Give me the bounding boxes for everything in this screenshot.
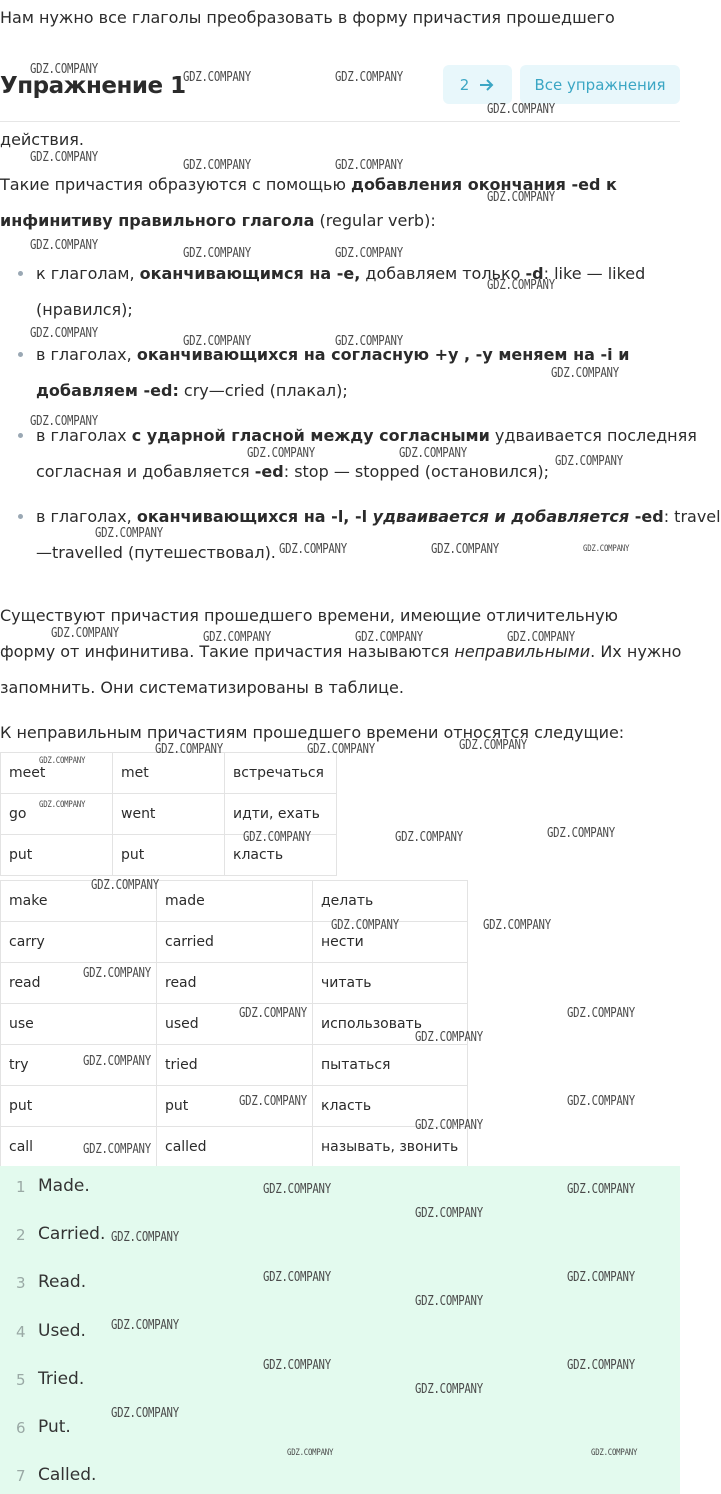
watermark-text: GDZ.COMPANY bbox=[591, 1448, 638, 1458]
bullet-icon bbox=[18, 352, 23, 357]
watermark-text: GDZ.COMPANY bbox=[39, 800, 86, 810]
watermark-text: GDZ.COMPANY bbox=[415, 1206, 483, 1221]
watermark-text: GDZ.COMPANY bbox=[30, 238, 98, 253]
watermark-text: GDZ.COMPANY bbox=[91, 878, 159, 893]
watermark-text: GDZ.COMPANY bbox=[547, 826, 615, 841]
watermark-text: GDZ.COMPANY bbox=[555, 454, 623, 469]
table-cell: класть bbox=[225, 835, 337, 876]
bullet-icon bbox=[18, 271, 23, 276]
table-cell: нести bbox=[313, 922, 468, 963]
watermark-text: GDZ.COMPANY bbox=[307, 742, 375, 757]
watermark-text: GDZ.COMPANY bbox=[335, 334, 403, 349]
watermark-text: GDZ.COMPANY bbox=[243, 830, 311, 845]
header-divider bbox=[0, 121, 680, 122]
watermark-text: GDZ.COMPANY bbox=[183, 70, 251, 85]
watermark-text: GDZ.COMPANY bbox=[155, 742, 223, 757]
table-cell: read bbox=[1, 963, 157, 1004]
paragraph-3: К неправильным причастиям прошедшего времени относятся следущие: bbox=[0, 723, 625, 742]
watermark-text: GDZ.COMPANY bbox=[183, 158, 251, 173]
table-cell: carry bbox=[1, 922, 157, 963]
table-cell: meet bbox=[1, 753, 113, 794]
table-row bbox=[1, 881, 468, 922]
watermark-text: GDZ.COMPANY bbox=[95, 526, 163, 541]
watermark-text: GDZ.COMPANY bbox=[335, 158, 403, 173]
table-cell: делать bbox=[313, 881, 468, 922]
watermark-text: GDZ.COMPANY bbox=[395, 830, 463, 845]
watermark-text: GDZ.COMPANY bbox=[30, 326, 98, 341]
answer-text: Tried. bbox=[38, 1369, 85, 1389]
answer-text: Read. bbox=[38, 1272, 87, 1292]
bullet-2-line-1: в глаголах, оканчивающихся на согласную +у , -у меняем на -i и bbox=[36, 345, 630, 364]
watermark-text: GDZ.COMPANY bbox=[567, 1358, 635, 1373]
table-cell: carried bbox=[157, 922, 313, 963]
watermark-text: GDZ.COMPANY bbox=[30, 62, 98, 77]
table-cell: try bbox=[1, 1045, 157, 1086]
answer-text: Put. bbox=[38, 1417, 71, 1437]
watermark-text: GDZ.COMPANY bbox=[551, 366, 619, 381]
table-cell: класть bbox=[313, 1086, 468, 1127]
watermark-text: GDZ.COMPANY bbox=[355, 630, 423, 645]
watermark-text: GDZ.COMPANY bbox=[415, 1030, 483, 1045]
rule-line-2: инфинитиву правильного глагола (regular verb): bbox=[0, 211, 436, 230]
watermark-text: GDZ.COMPANY bbox=[415, 1118, 483, 1133]
table-cell: читать bbox=[313, 963, 468, 1004]
table-row bbox=[1, 1004, 468, 1045]
intro-text: Нам нужно все глаголы преобразовать в форму причастия прошедшего bbox=[0, 8, 615, 27]
answer-number: 1 bbox=[16, 1178, 26, 1196]
bullet-3-line-2: согласная и добавляется -ed: stop — stopped (остановился); bbox=[36, 462, 550, 481]
watermark-text: GDZ.COMPANY bbox=[30, 414, 98, 429]
watermark-text: GDZ.COMPANY bbox=[331, 918, 399, 933]
watermark-text: GDZ.COMPANY bbox=[279, 542, 347, 557]
answer-number: 7 bbox=[16, 1467, 26, 1485]
answer-number: 3 bbox=[16, 1274, 26, 1292]
watermark-text: GDZ.COMPANY bbox=[239, 1006, 307, 1021]
watermark-text: GDZ.COMPANY bbox=[487, 102, 555, 117]
table-cell: made bbox=[157, 881, 313, 922]
bullet-icon bbox=[18, 433, 23, 438]
table-cell: read bbox=[157, 963, 313, 1004]
watermark-text: GDZ.COMPANY bbox=[30, 150, 98, 165]
watermark-text: GDZ.COMPANY bbox=[567, 1094, 635, 1109]
watermark-text: GDZ.COMPANY bbox=[83, 1142, 151, 1157]
table-cell: put bbox=[1, 1086, 157, 1127]
watermark-text: GDZ.COMPANY bbox=[263, 1358, 331, 1373]
bullet-icon bbox=[18, 514, 23, 519]
table-cell: met bbox=[113, 753, 225, 794]
text-continuation: действия. bbox=[0, 130, 84, 149]
table-cell: put bbox=[157, 1086, 313, 1127]
table-cell: use bbox=[1, 1004, 157, 1045]
watermark-text: GDZ.COMPANY bbox=[487, 190, 555, 205]
table-cell: идти, ехать bbox=[225, 794, 337, 835]
table-cell: make bbox=[1, 881, 157, 922]
watermark-text: GDZ.COMPANY bbox=[203, 630, 271, 645]
watermark-text: GDZ.COMPANY bbox=[263, 1182, 331, 1197]
watermark-text: GDZ.COMPANY bbox=[583, 544, 630, 554]
rule-line-1: Такие причастия образуются с помощью добавления окончания -ed к bbox=[0, 175, 617, 194]
watermark-text: GDZ.COMPANY bbox=[183, 246, 251, 261]
table-row bbox=[1, 1127, 468, 1168]
watermark-text: GDZ.COMPANY bbox=[567, 1182, 635, 1197]
bullet-4-line-1: в глаголах, оканчивающихся на -l, -l удваивается и добавляется -ed: travel bbox=[36, 507, 721, 526]
watermark-text: GDZ.COMPANY bbox=[287, 1448, 334, 1458]
watermark-text: GDZ.COMPANY bbox=[431, 542, 499, 557]
watermark-text: GDZ.COMPANY bbox=[483, 918, 551, 933]
table-cell: tried bbox=[157, 1045, 313, 1086]
watermark-text: GDZ.COMPANY bbox=[111, 1318, 179, 1333]
table-cell: go bbox=[1, 794, 113, 835]
watermark-text: GDZ.COMPANY bbox=[83, 966, 151, 981]
watermark-text: GDZ.COMPANY bbox=[51, 626, 119, 641]
answer-text: Called. bbox=[38, 1465, 97, 1485]
table-cell: put bbox=[1, 835, 113, 876]
table-row bbox=[1, 1045, 468, 1086]
watermark-text: GDZ.COMPANY bbox=[567, 1006, 635, 1021]
bullet-1-line-1: к глаголам, оканчивающимся на -е, добавляем только -d: like — liked bbox=[36, 264, 646, 283]
table-cell: call bbox=[1, 1127, 157, 1168]
paragraph-2-line-1: Существуют причастия прошедшего времени, имеющие отличительную bbox=[0, 606, 619, 625]
all-exercises-button[interactable]: Все упражнения bbox=[520, 65, 680, 104]
arrow-right-icon bbox=[479, 78, 495, 92]
watermark-text: GDZ.COMPANY bbox=[459, 738, 527, 753]
answer-text: Made. bbox=[38, 1176, 90, 1196]
watermark-text: GDZ.COMPANY bbox=[335, 246, 403, 261]
watermark-text: GDZ.COMPANY bbox=[415, 1294, 483, 1309]
answer-text: Carried. bbox=[38, 1224, 106, 1244]
table-cell: called bbox=[157, 1127, 313, 1168]
table-cell: использовать bbox=[313, 1004, 468, 1045]
answer-number: 4 bbox=[16, 1323, 26, 1341]
bullet-4-line-2: —travelled (путешествовал). bbox=[36, 543, 276, 562]
watermark-text: GDZ.COMPANY bbox=[487, 278, 555, 293]
table-cell: встречаться bbox=[225, 753, 337, 794]
watermark-text: GDZ.COMPANY bbox=[247, 446, 315, 461]
watermark-text: GDZ.COMPANY bbox=[183, 334, 251, 349]
exercise-title: Упражнение 1 bbox=[0, 73, 186, 99]
paragraph-2-line-3: запомнить. Они систематизированы в таблице. bbox=[0, 678, 404, 697]
table-row bbox=[1, 1086, 468, 1127]
next-exercise-button[interactable] bbox=[443, 65, 512, 104]
table-cell: put bbox=[113, 835, 225, 876]
watermark-text: GDZ.COMPANY bbox=[399, 446, 467, 461]
watermark-text: GDZ.COMPANY bbox=[39, 756, 86, 766]
next-exercise-label: 2 bbox=[459, 75, 470, 94]
watermark-text: GDZ.COMPANY bbox=[263, 1270, 331, 1285]
irregular-verbs-table bbox=[0, 752, 337, 876]
watermark-text: GDZ.COMPANY bbox=[111, 1230, 179, 1245]
answer-number: 6 bbox=[16, 1419, 26, 1437]
watermark-text: GDZ.COMPANY bbox=[83, 1054, 151, 1069]
bullet-3-line-1: в глаголах с ударной гласной между согласными удваивается последняя bbox=[36, 426, 697, 445]
table-cell: went bbox=[113, 794, 225, 835]
answer-text: Used. bbox=[38, 1321, 86, 1341]
table-row bbox=[1, 963, 468, 1004]
bullet-1-line-2: (нравился); bbox=[36, 300, 133, 319]
table-cell: пытаться bbox=[313, 1045, 468, 1086]
paragraph-2-line-2: форму от инфинитива. Такие причастия называются неправильными. Их нужно bbox=[0, 642, 682, 661]
table-cell: называть, звонить bbox=[313, 1127, 468, 1168]
answer-number: 5 bbox=[16, 1371, 26, 1389]
watermark-text: GDZ.COMPANY bbox=[567, 1270, 635, 1285]
watermark-text: GDZ.COMPANY bbox=[111, 1406, 179, 1421]
answer-number: 2 bbox=[16, 1226, 26, 1244]
table-cell: used bbox=[157, 1004, 313, 1045]
watermark-text: GDZ.COMPANY bbox=[239, 1094, 307, 1109]
bullet-2-line-2: добавляем -ed: cry—cried (плакал); bbox=[36, 381, 348, 400]
watermark-text: GDZ.COMPANY bbox=[507, 630, 575, 645]
watermark-text: GDZ.COMPANY bbox=[335, 70, 403, 85]
answers-panel bbox=[0, 1166, 680, 1494]
watermark-text: GDZ.COMPANY bbox=[415, 1382, 483, 1397]
